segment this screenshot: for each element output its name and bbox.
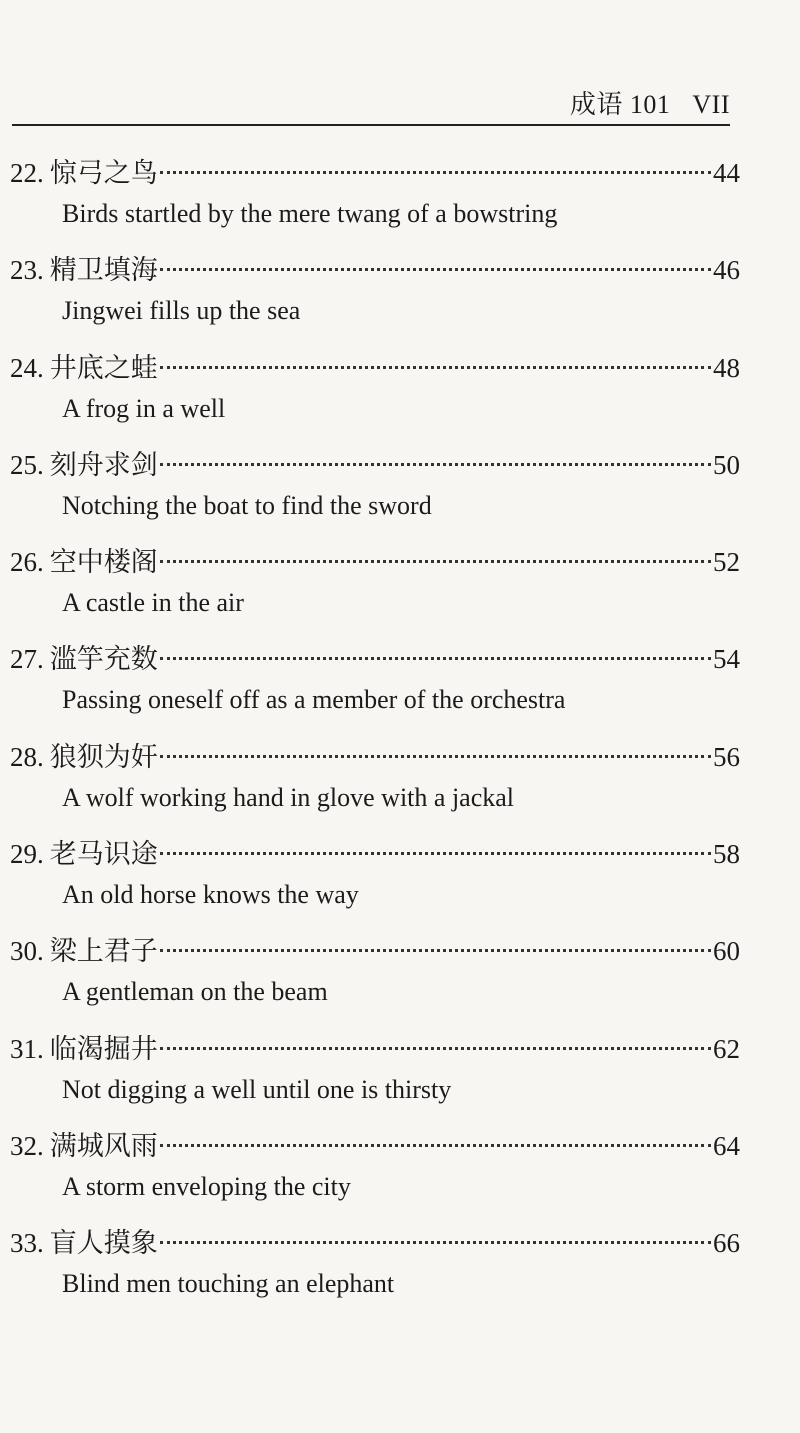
toc-entry	[10, 738, 740, 835]
entry-title: 井底之蛙	[49, 352, 158, 383]
entry-title: 刻舟求剑	[49, 449, 158, 480]
dot-leader	[160, 366, 711, 369]
toc-line	[10, 446, 740, 484]
entry-page-number: 52	[713, 547, 740, 578]
entry-number: 33.	[10, 1228, 44, 1259]
entry-translation: Passing oneself off as a member of the orchestra	[62, 685, 566, 715]
toc-entry	[10, 446, 740, 543]
dot-leader	[160, 1144, 711, 1147]
entry-translation: Jingwei fills up the sea	[62, 296, 301, 326]
dot-leader	[160, 463, 711, 466]
entry-translation: A storm enveloping the city	[62, 1171, 351, 1201]
page-number-roman: VII	[692, 90, 730, 119]
entry-translation: Blind men touching an elephant	[62, 1269, 395, 1299]
entry-translation: Notching the boat to find the sword	[62, 490, 432, 520]
entry-number: 28.	[10, 741, 44, 772]
entry-page-number: 48	[713, 352, 740, 383]
entry-number: 30.	[10, 936, 44, 967]
running-head	[570, 84, 730, 121]
dot-leader	[160, 560, 711, 563]
entry-translation: A wolf working hand in glove with a jackal	[62, 782, 515, 812]
toc-line	[10, 835, 740, 873]
table-of-contents	[10, 154, 740, 1322]
dot-leader	[160, 171, 711, 174]
entry-title: 临渴掘井	[49, 1033, 158, 1064]
toc-line	[10, 640, 740, 678]
entry-title: 老马识途	[49, 839, 158, 870]
entry-number: 24.	[10, 352, 44, 383]
toc-line	[10, 543, 740, 581]
entry-translation: A castle in the air	[62, 588, 244, 618]
entry-page-number: 46	[713, 255, 740, 286]
entry-page-number: 64	[713, 1130, 740, 1161]
dot-leader	[160, 1047, 711, 1050]
entry-page-number: 44	[713, 158, 740, 188]
entry-number: 25.	[10, 449, 44, 480]
toc-entry	[10, 835, 740, 932]
toc-line	[10, 1224, 740, 1262]
dot-leader	[160, 268, 711, 271]
entry-title: 精卫填海	[49, 255, 158, 286]
header-rule	[12, 124, 730, 126]
toc-entry	[10, 932, 740, 1029]
entry-page-number: 62	[713, 1033, 740, 1064]
entry-translation: Birds startled by the mere twang of a bowstring	[62, 199, 558, 228]
entry-title: 狼狈为奸	[49, 741, 158, 772]
toc-line	[10, 154, 740, 192]
entry-translation: A gentleman on the beam	[62, 977, 328, 1007]
entry-title: 满城风雨	[49, 1130, 158, 1161]
toc-entry	[10, 251, 740, 348]
entry-page-number: 50	[713, 449, 740, 480]
entry-number: 26.	[10, 547, 44, 578]
entry-number: 22.	[10, 158, 44, 188]
toc-line	[10, 349, 740, 387]
toc-entry	[10, 1224, 740, 1321]
entry-page-number: 60	[713, 936, 740, 967]
toc-line	[10, 738, 740, 776]
toc-entry	[10, 154, 740, 251]
entry-page-number: 58	[713, 839, 740, 870]
entry-title: 梁上君子	[49, 936, 158, 967]
toc-entry	[10, 349, 740, 446]
toc-line	[10, 932, 740, 970]
book-title: 成语 101	[569, 90, 671, 119]
dot-leader	[160, 852, 711, 855]
entry-title: 空中楼阁	[49, 547, 158, 578]
toc-entry	[10, 543, 740, 640]
entry-title: 惊弓之鸟	[49, 158, 158, 188]
entry-translation: An old horse knows the way	[62, 880, 359, 910]
toc-line	[10, 251, 740, 289]
dot-leader	[160, 755, 711, 758]
dot-leader	[160, 657, 711, 660]
dot-leader	[160, 949, 711, 952]
entry-page-number: 56	[713, 741, 740, 772]
entry-number: 31.	[10, 1033, 44, 1064]
entry-number: 29.	[10, 839, 44, 870]
toc-entry	[10, 1030, 740, 1127]
entry-title: 盲人摸象	[49, 1228, 158, 1259]
entry-number: 32.	[10, 1130, 44, 1161]
toc-entry	[10, 640, 740, 737]
entry-page-number: 54	[713, 644, 740, 675]
dot-leader	[160, 1241, 711, 1244]
entry-number: 27.	[10, 644, 44, 675]
entry-number: 23.	[10, 255, 44, 286]
entry-page-number: 66	[713, 1228, 740, 1259]
toc-line	[10, 1127, 740, 1165]
toc-line	[10, 1030, 740, 1068]
entry-translation: A frog in a well	[62, 393, 226, 423]
toc-entry	[10, 1127, 740, 1224]
entry-title: 滥竽充数	[49, 644, 158, 675]
entry-translation: Not digging a well until one is thirsty	[62, 1074, 452, 1104]
